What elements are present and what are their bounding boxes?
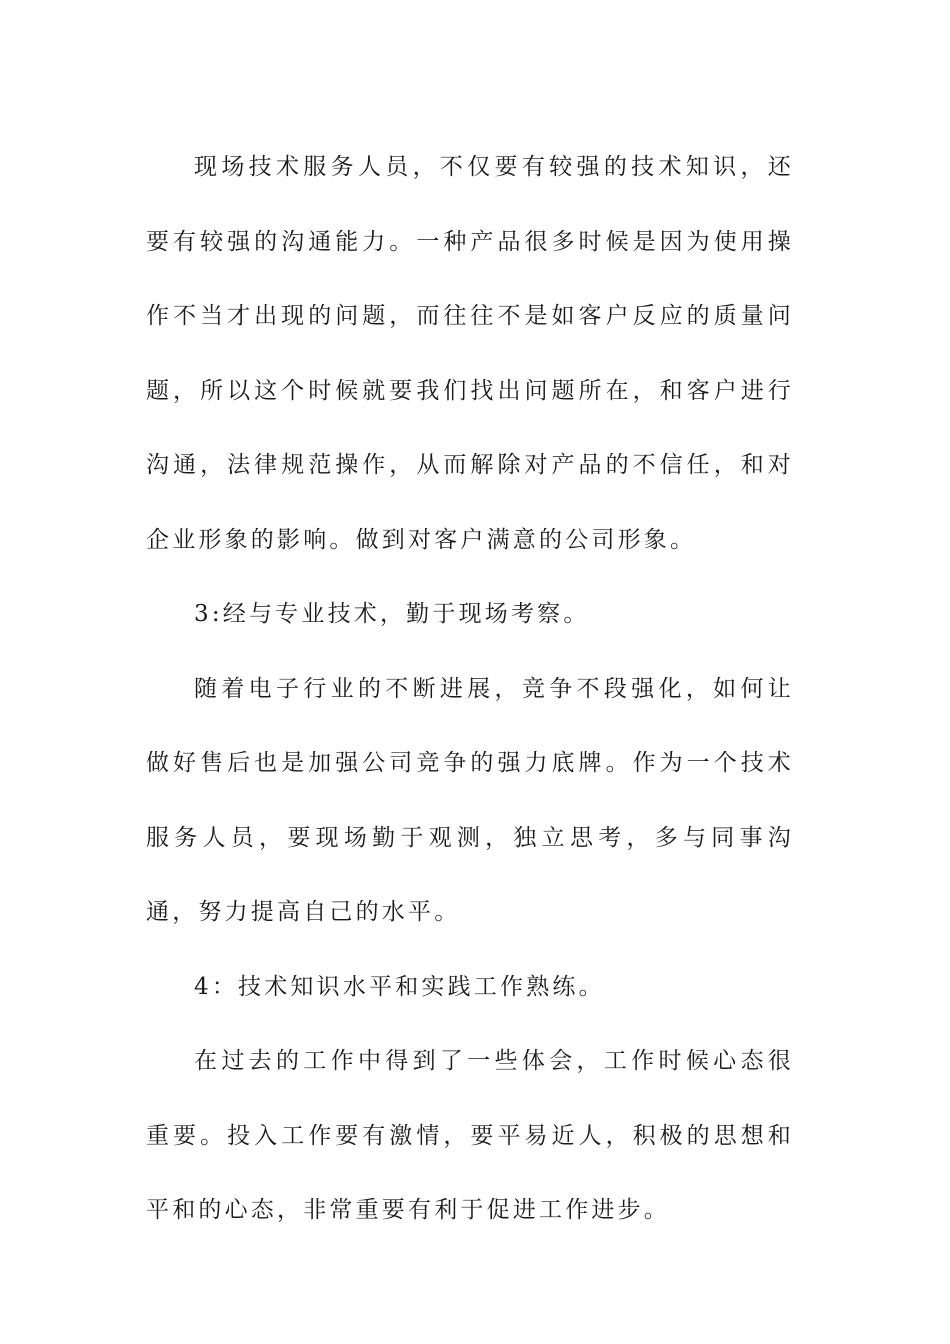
- paragraph-industry: 随着电子行业的不断进展，竞争不段强化，如何让做好售后也是加强公司竞争的强力底牌。作为一个技术服务人员，要现场勤于观测，独立思考，多与同事沟通，努力提高自己的水平。: [146, 675, 794, 925]
- section-heading-3: 3:经与专业技术，勤于现场考察。: [194, 601, 590, 627]
- paragraph-attitude: 在过去的工作中得到了一些体会，工作时候心态很重要。投入工作要有激情，要平易近人，积极的思想和平和的心态，非常重要有利于促进工作进步。: [146, 1048, 794, 1223]
- paragraph-communication: 现场技术服务人员，不仅要有较强的技术知识，还要有较强的沟通能力。一种产品很多时候是因为使用操作不当才出现的问题，而往往不是如客户反应的质量问题，所以这个时候就要我们找出问题所在，和客户进行沟通，法律规范操作，从而解除对产品的不信任，和对企业形象的影响。做到对客户满意的公司形象。: [146, 154, 794, 553]
- document-body: [146, 130, 794, 1248]
- section-heading-4: 4：技术知识水平和实践工作熟练。: [194, 973, 605, 1000]
